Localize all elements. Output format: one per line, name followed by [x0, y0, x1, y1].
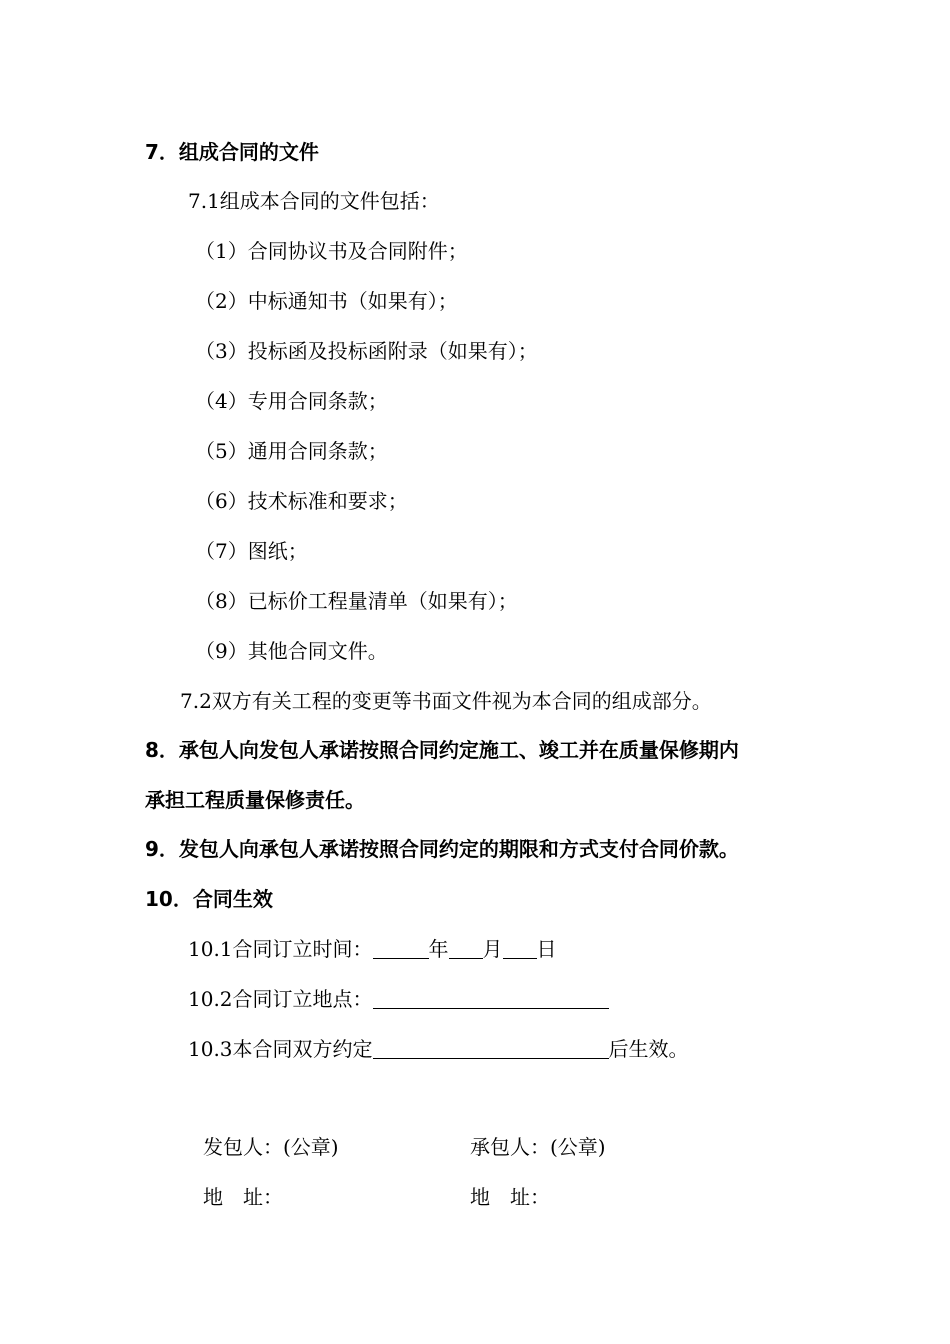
list-item: （2）中标通知书（如果有）； [195, 289, 458, 313]
effective-condition-label: 10.3本合同双方约定 [188, 1037, 373, 1061]
effective-condition-suffix: 后生效。 [608, 1037, 689, 1061]
contract-date-label: 10.1合同订立时间： [188, 937, 373, 961]
year-label: 年 [428, 937, 449, 961]
day-blank[interactable] [503, 938, 537, 959]
list-item: （9）其他合同文件。 [195, 639, 388, 663]
employer-seal-label: 发包人：(公章) [203, 1135, 339, 1159]
list-item: （6）技术标准和要求； [195, 489, 408, 513]
list-item: （4）专用合同条款； [195, 389, 388, 413]
section-7-2: 7.2双方有关工程的变更等书面文件视为本合同的组成部分。 [180, 689, 712, 713]
year-blank[interactable] [373, 938, 429, 959]
section-8-line1: 8．承包人向发包人承诺按照合同约定施工、竣工并在质量保修期内 [145, 738, 739, 762]
employer-address-label: 地 址： [203, 1185, 283, 1209]
section-10-heading: 10．合同生效 [145, 887, 273, 911]
list-item: （8）已标价工程量清单（如果有）； [195, 589, 518, 613]
section-9-line1: 9．发包人向承包人承诺按照合同约定的期限和方式支付合同价款。 [145, 837, 739, 861]
list-item: （5）通用合同条款； [195, 439, 388, 463]
contractor-address-label: 地 址： [470, 1185, 550, 1209]
effective-condition-blank[interactable] [373, 1038, 609, 1059]
section-10-1 [188, 935, 557, 963]
list-item: （7）图纸； [195, 539, 308, 563]
section-7-heading: 7．组成合同的文件 [145, 140, 319, 164]
section-7-1: 7.1组成本合同的文件包括： [188, 189, 440, 213]
section-10-2 [188, 985, 609, 1013]
contractor-seal-label: 承包人：(公章) [470, 1135, 606, 1159]
section-10-3 [188, 1035, 689, 1063]
contract-place-blank[interactable] [373, 988, 609, 1009]
month-blank[interactable] [449, 938, 483, 959]
contract-place-label: 10.2合同订立地点： [188, 987, 373, 1011]
section-8-line2: 承担工程质量保修责任。 [145, 788, 365, 812]
list-item: （3）投标函及投标函附录（如果有）； [195, 339, 538, 363]
list-item: （1）合同协议书及合同附件； [195, 239, 468, 263]
day-label: 日 [536, 937, 557, 961]
month-label: 月 [482, 937, 503, 961]
